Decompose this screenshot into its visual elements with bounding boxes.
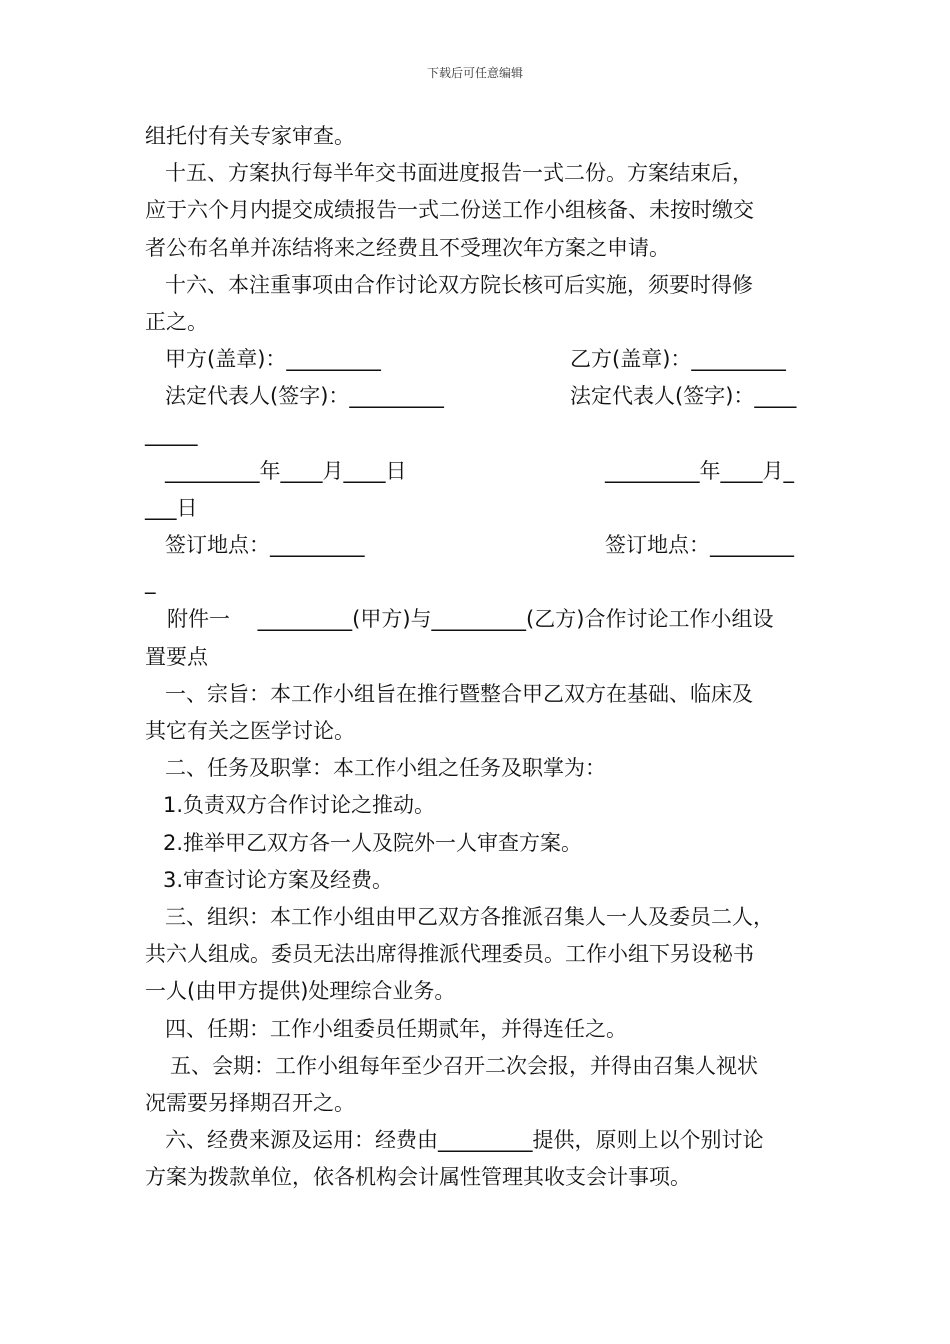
- text-line: [145, 899, 810, 936]
- text-line: [145, 230, 810, 267]
- text-line: [145, 1085, 810, 1122]
- signature-row: [145, 527, 810, 564]
- text-line: [145, 750, 810, 787]
- blank-continuation: _____: [145, 421, 198, 446]
- text-line: [145, 1048, 810, 1085]
- paragraph-text: 应于六个月内提交成绩报告一式二份送工作小组核备、未按时缴交: [145, 198, 754, 223]
- paragraph-text: 十五、方案执行每半年交书面进度报告一式二份。方案结束后，: [165, 161, 753, 186]
- list-item-text: 3.审查讨论方案及经费。: [163, 867, 394, 892]
- paragraph-text: 组托付有关专家审查。: [145, 124, 355, 148]
- paragraph-text: 三、组织：本工作小组由甲乙双方各推派召集人一人及委员二人，: [165, 904, 774, 929]
- text-line: [145, 1159, 810, 1196]
- paragraph-text: 方案为拨款单位，依各机构会计属性管理其收支会计事项。: [145, 1165, 691, 1190]
- text-line: [145, 118, 810, 155]
- paragraph-text: 一人(由甲方提供)处理综合业务。: [145, 979, 456, 1004]
- paragraph-text: 其它有关之医学讨论。: [145, 719, 355, 743]
- party-a-seal-field: 甲方(盖章)：_________: [165, 347, 381, 372]
- text-line: [145, 639, 810, 676]
- paragraph-text: 一、宗旨：本工作小组旨在推行暨整合甲乙双方在基础、临床及: [165, 681, 753, 706]
- text-line: [145, 936, 810, 973]
- party-a-location-field: 签订地点：_________: [165, 533, 365, 558]
- document-body: [145, 118, 810, 1196]
- paragraph-text: 正之。: [145, 309, 208, 334]
- paragraph-text: 共六人组成。委员无法出席得推派代理委员。工作小组下另设秘书: [145, 942, 754, 967]
- paragraph-text: 况需要另择期召开之。: [145, 1090, 355, 1115]
- party-b-seal-field: 乙方(盖章)：_________: [570, 347, 786, 372]
- text-line: [145, 490, 810, 527]
- paragraph-text: 十六、本注重事项由合作讨论双方院长核可后实施，须要时得修: [165, 272, 753, 297]
- party-b-location-field: 签订地点：________: [605, 533, 794, 558]
- text-line: [145, 155, 810, 192]
- paragraph-text: 六、经费来源及运用：经费由_________提供，原则上以个别讨论: [165, 1128, 764, 1153]
- list-item-text: 1.负责双方合作讨论之推动。: [163, 793, 436, 818]
- attachment-title: 附件一 _________(甲方)与_________(乙方)合作讨论工作小组设: [167, 607, 774, 632]
- text-line: [145, 973, 810, 1010]
- paragraph-text: 四、任期：工作小组委员任期贰年，并得连任之。: [165, 1016, 627, 1041]
- party-b-date-field: _________年____月_: [605, 458, 794, 483]
- text-line: [145, 416, 810, 453]
- signature-row: [145, 378, 810, 415]
- paragraph-text: 二、任务及职掌：本工作小组之任务及职掌为：: [165, 756, 606, 781]
- attachment-title-continuation: 置要点: [145, 644, 208, 669]
- text-line: [145, 676, 810, 713]
- text-line: [145, 601, 810, 638]
- text-line: [145, 304, 810, 341]
- blank-continuation: _: [145, 570, 156, 595]
- text-line: [145, 1011, 810, 1048]
- party-a-representative-field: 法定代表人(签字)：_________: [165, 384, 444, 409]
- signature-row: [145, 341, 810, 378]
- paragraph-text: 五、会期：工作小组每年至少召开二次会报，并得由召集人视状: [170, 1053, 758, 1078]
- list-item: [145, 787, 810, 824]
- list-item: [145, 862, 810, 899]
- list-item-text: 2.推举甲乙双方各一人及院外一人审查方案。: [163, 830, 583, 855]
- text-line: [145, 713, 810, 750]
- list-item: [145, 825, 810, 862]
- date-continuation: ___日: [145, 495, 198, 520]
- text-line: [145, 267, 810, 304]
- party-a-date-field: _________年____月____日: [165, 458, 407, 483]
- signature-row: [145, 453, 810, 490]
- text-line: [145, 192, 810, 229]
- page-header: 下载后可任意编辑: [426, 66, 523, 80]
- text-line: [145, 1122, 810, 1159]
- paragraph-text: 者公布名单并冻结将来之经费且不受理次年方案之申请。: [145, 235, 670, 260]
- party-b-representative-field: 法定代表人(签字)：____: [570, 384, 797, 409]
- text-line: [145, 564, 810, 601]
